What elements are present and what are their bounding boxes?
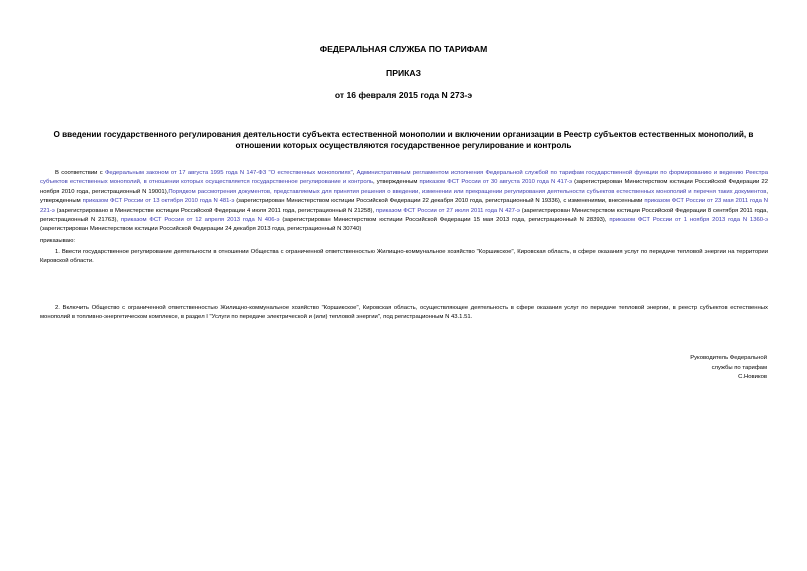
- link-order-1360[interactable]: приказом ФСТ России от 1 ноября 2013 года N 1360-э: [609, 217, 768, 224]
- agency-name: ФЕДЕРАЛЬНАЯ СЛУЖБА ПО ТАРИФАМ: [319, 44, 488, 54]
- link-order-417[interactable]: приказом ФСТ России от 30 августа 2010 года N 417-э: [419, 179, 573, 186]
- preamble-text: В соответствии с: [55, 170, 105, 176]
- order-item-1: [40, 248, 768, 267]
- link-review-procedure[interactable]: Порядком рассмотрения документов, представляемых для принятия решения о введении, изменении или прекращении регулирования деятельности субъектов естественных монополий и перечня таких документов: [168, 188, 767, 195]
- link-order-481[interactable]: приказом ФСТ России от 13 октября 2010 года N 481-э: [82, 198, 235, 205]
- link-order-427[interactable]: приказом ФСТ России от 27 июля 2011 года N 427-э: [375, 207, 520, 214]
- preamble-text: (зарегистрирован Министерством юстиции Российской Федерации 8 сентября 2011 года, регистрационный N 21763),: [40, 207, 768, 224]
- signature-organization: службы по тарифам: [711, 364, 767, 371]
- document-type: ПРИКАЗ: [386, 68, 421, 78]
- order-item-text: 1. Ввести государственное регулирование деятельности в отношении Общества с ограниченной ответственностью Жилищно-коммунальное хозяйство "Коршикское", Кировская область, в сфере оказания услуг по передаче тепловой энергии на территории Кировской области.: [40, 249, 768, 265]
- preamble-text: , утвержденным: [40, 188, 769, 205]
- link-order-406[interactable]: приказом ФСТ России от 12 апреля 2013 года N 406-э: [120, 217, 280, 224]
- preamble-text: (зарегистрирован Министерством юстиции Российской Федерации 22 ноября 2010 года, регистрационный N 19001),: [40, 179, 768, 195]
- link-admin-regulation[interactable]: Административным регламентом исполнения Федеральной службой по тарифам государственной функции по формированию и ведению Реестра субъектов естественных монополий, в отношении которых осуществляется государственное регулирование и контроль: [40, 170, 768, 186]
- preamble-text: ,: [352, 170, 357, 176]
- preamble-text: (зарегистрирован Министерством юстиции Российской Федерации 15 мая 2013 года, регистрационный N 28393),: [279, 217, 610, 224]
- document-date: от 16 февраля 2015 года N 273-э: [334, 90, 473, 100]
- order-item-2: [40, 304, 768, 323]
- link-order-221[interactable]: приказом ФСТ России от 23 мая 2011 года N 221-э: [40, 198, 768, 214]
- preamble-paragraph: [40, 169, 768, 235]
- preamble-text: (зарегистрирован Министерством юстиции Российской Федерации 24 декабря 2013 года, регистрационный N 30740): [40, 226, 362, 233]
- orders-label-text: приказываю:: [40, 238, 76, 244]
- signature-name: С.Новиков: [738, 374, 767, 381]
- preamble-text: , утвержденным: [373, 179, 420, 186]
- signature-position: Руководитель Федеральной: [690, 355, 767, 361]
- order-item-text: 2. Включить Общество с ограниченной ответственностью Жилищно-коммунальное хозяйство "Коршикское", Кировская область, осуществляющее деятельность в сфере оказания услуг по передаче тепловой энергии, в реестр субъектов естественных монополий в топливно-энергетическом комплексе, в раздел I "Услуги по передаче электрической и (или) тепловой энергии", под регистрационным N 43.1.51.: [40, 305, 768, 321]
- signature-block: [567, 354, 767, 383]
- preamble-text: (зарегистрирован Министерством юстиции Российской Федерации 22 декабря 2010 года, регистрационный N 19336), с изменениями, внесенными: [234, 198, 645, 205]
- link-federal-law[interactable]: Федеральным законом от 17 августа 1995 года N 147-ФЗ "О естественных монополиях": [104, 170, 353, 176]
- orders-label: [40, 237, 768, 246]
- preamble-text: (зарегистрировано в Министерстве юстиции Российской Федерации 4 июля 2011 года, регистрационный N 21258),: [54, 207, 376, 214]
- document-title: О введении государственного регулирования деятельности субъекта естественной монополии и включении организации в Реестр субъектов естественных монополий, в отношении которых осуществляются государственное регулирование и контроль: [53, 130, 754, 150]
